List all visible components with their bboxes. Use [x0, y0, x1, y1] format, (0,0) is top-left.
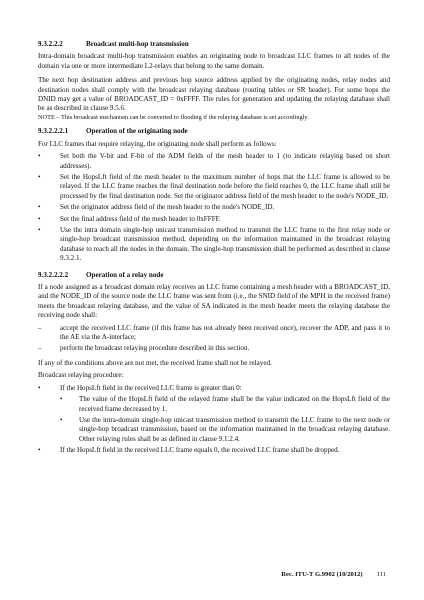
section-number: 9.3.2.2.2 — [38, 40, 63, 48]
paragraph: Broadcast relaying procedure: — [38, 371, 124, 380]
list-item — [38, 152, 390, 171]
paragraph: Intra-domain broadcast multi-hop transmission enables an originating node to broadcast LLC frames to all nodes of the domain via one or more intermediate L2-relays that belong to the same domain. — [38, 52, 390, 70]
list-item — [38, 215, 390, 224]
bullet-marker: • — [38, 172, 41, 181]
section-number: 9.3.2.2.2.1 — [38, 127, 69, 136]
dash-marker: – — [38, 344, 42, 353]
list-item-text: Set both the V-bit and F-bit of the ADM fields of the mesh header to 1 (to indicate relaying based on short addresses). — [60, 152, 390, 170]
page-number: 111 — [376, 571, 386, 578]
list-item — [38, 173, 390, 201]
section-heading-9-3-2-2-2 — [38, 40, 390, 49]
list-item-text: The value of the HopsLft field of the relayed frame shall be the value indicated on the HopsLft field of the received frame decreased by 1. — [79, 395, 390, 413]
sub-list-item — [38, 395, 390, 414]
bullet-marker: • — [38, 446, 41, 455]
list-item — [38, 324, 390, 343]
list-item-text: If the HopsLft field in the received LLC frame is greater than 0: — [60, 383, 242, 392]
section-title: Broadcast multi-hop transmission — [86, 40, 189, 48]
document-page — [38, 40, 390, 458]
bullet-marker: • — [60, 395, 63, 404]
section-heading-9-3-2-2-2-2 — [38, 271, 390, 280]
paragraph: For LLC frames that require relaying, the originating node shall perform as follows: — [38, 139, 277, 148]
list-item-text: Use the intra-domain single-hop unicast transmission method to transmit the LLC frame to the next node or single-hop broadcast transmission, based on the information maintained in the broadcast relaying database. Other relaying rules shall be as defined in clause 9.1.2.4. — [79, 415, 390, 443]
bullet-marker: • — [38, 226, 41, 234]
recommendation-reference: Rec. ITU-T G.9902 (10/2012) — [281, 571, 363, 578]
list-item-text: If the HopsLft field in the received LLC frame equals 0, the received LLC frame shall be dropped. — [60, 446, 340, 455]
bullet-marker: • — [38, 383, 41, 392]
list-item-text: Set the final address field of the mesh header to 0xFFFF. — [60, 214, 221, 223]
bullet-marker: • — [38, 214, 41, 223]
list-item — [38, 226, 390, 264]
list-item — [38, 203, 390, 212]
bullet-marker: • — [38, 203, 41, 212]
list-item-text: accept the received LLC frame (if this frame has not already been received once), recover the ADP, and pass it to the AE via the A-interface; — [60, 323, 390, 342]
list-item-text: Set the originator address field of the mesh header to the node's NODE_ID. — [60, 203, 275, 212]
note: NOTE – This broadcast mechanism can be converted to flooding if the relaying database is set accordingly. — [38, 113, 309, 121]
section-title: Operation of the originating node — [86, 127, 188, 136]
bullet-marker: • — [60, 415, 63, 424]
paragraph: The next hop destination address and previous hop source address applied by the originating nodes, relay nodes and destination nodes shall comply with the broadcast relaying database (routing tables or SR header). For some hops the DNID may get a value of BROADCAST_ID = 0xFFFF. The rules for generation and updating the relaying database shall be as described in clause 9.5.6. — [38, 76, 390, 113]
list-item — [38, 384, 390, 393]
page-footer — [0, 570, 386, 579]
section-heading-9-3-2-2-2-1 — [38, 127, 390, 136]
list-item-text: Set the HopsLft field of the mesh header to the maximum number of hops that the LLC frame is allowed to be relayed. If the LLC frame reaches the final destination node before the field reaches 0, the LLC frame shall still be processed by the final destination node. Set the originator address field of the mesh header to the node's NODE_ID. — [60, 172, 390, 200]
list-item-text: perform the broadcast relaying procedure described in this section. — [60, 344, 250, 353]
paragraph: If any of the conditions above are not met, the received frame shall not be relayed. — [38, 358, 272, 367]
dash-marker: – — [38, 323, 42, 332]
section-title: Operation of a relay node — [86, 270, 164, 279]
bullet-marker: • — [38, 152, 41, 161]
paragraph: If a node assigned as a broadcast domain relay receives an LLC frame containing a mesh header with a BROADCAST_ID, and the NODE_ID of the source node the LLC frame was sent from (i.e., the SNID field of the MPH in the received frame) meets the broadcast relaying database, and the value of SA indicated in the mesh header meets the relaying database the receiving node shall: — [38, 283, 390, 320]
list-item — [38, 344, 390, 353]
list-item — [38, 446, 390, 455]
list-item-text: Use the intra domain single-hop unicast transmission method to transmit the LLC frame to the first relay node or single-hop broadcast transmission method, depending on the information maintained in the broadcast relaying database to reach all the nodes in the domain. The single-hop transmission shall be performed as described in clause 9.3.2.1. — [60, 226, 390, 263]
section-number: 9.3.2.2.2.2 — [38, 270, 69, 279]
sub-list-item — [38, 416, 390, 444]
